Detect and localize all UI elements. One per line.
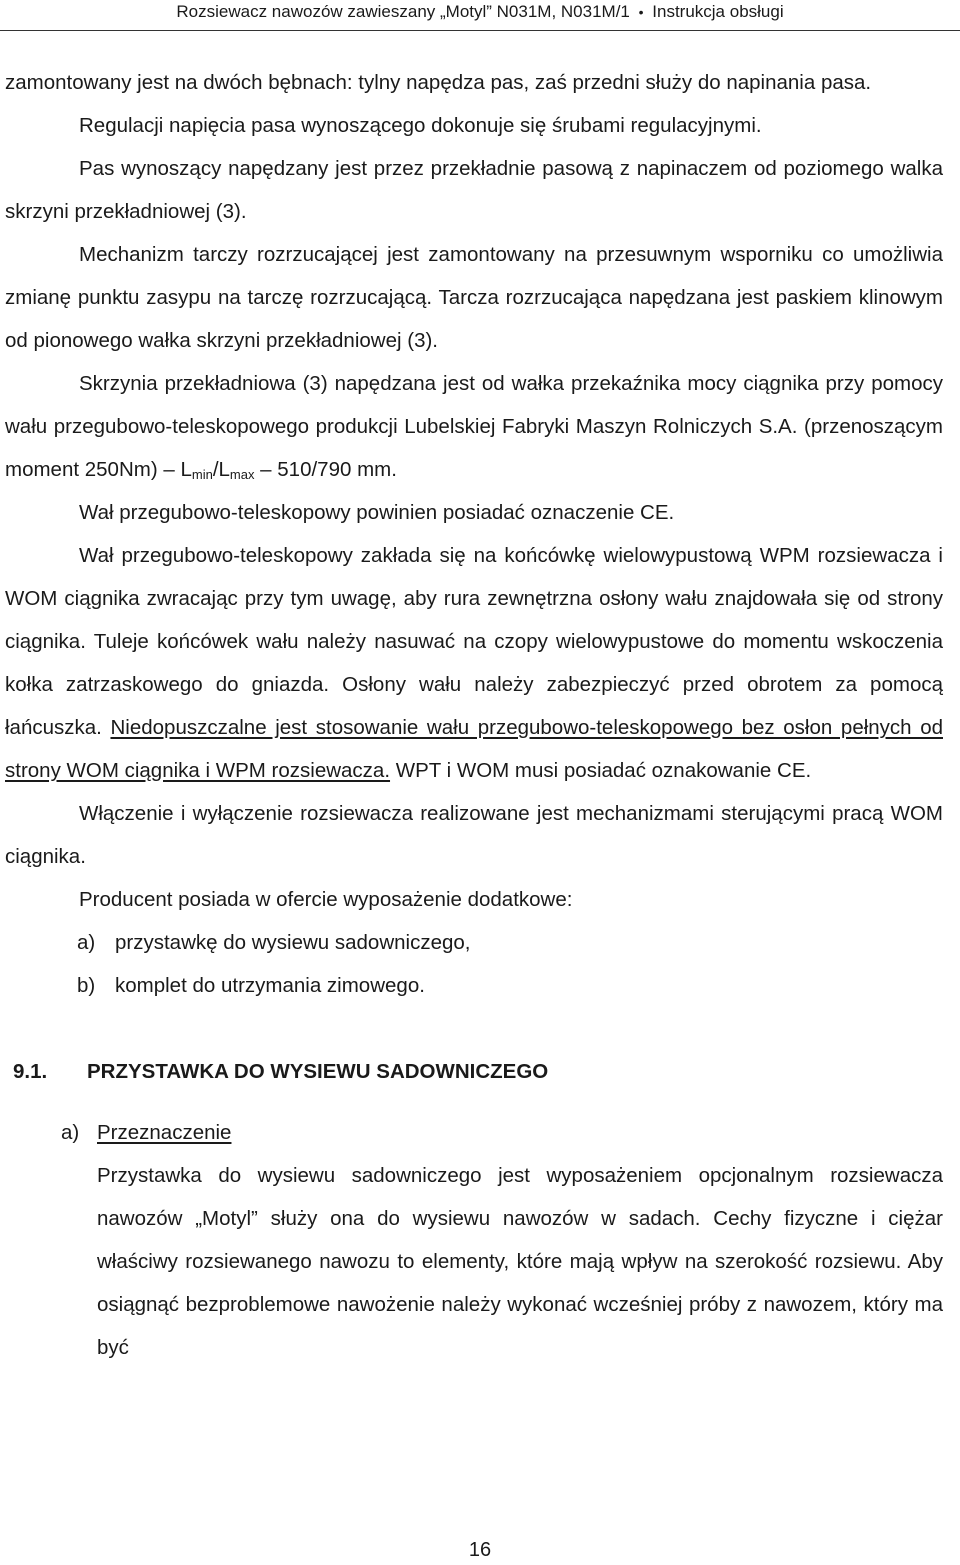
subscript-min: min bbox=[191, 467, 213, 482]
list-item-text: przystawkę do wysiewu sadowniczego, bbox=[115, 931, 471, 954]
paragraph-extra-equipment: Producent posiada w ofercie wyposażenie dodatkowe: bbox=[79, 888, 573, 911]
paragraph-gearbox bbox=[5, 362, 943, 491]
page-number: 16 bbox=[468, 1539, 492, 1561]
header-title: Rozsiewacz nawozów zawieszany „Motyl” N031M, N031M/1 bbox=[176, 2, 630, 21]
document-body bbox=[5, 61, 943, 1369]
subsection-title: Przeznaczenie bbox=[97, 1121, 232, 1144]
list-item-label: b) bbox=[77, 974, 96, 997]
paragraph-shaft-mounting bbox=[5, 534, 943, 792]
paragraph-ce-marking: Wał przegubowo-teleskopowy powinien posiadać oznaczenie CE. bbox=[79, 501, 675, 524]
subsection-heading bbox=[5, 1111, 943, 1154]
gearbox-text-end: – 510/790 mm. bbox=[254, 458, 397, 481]
section-heading bbox=[13, 1050, 943, 1093]
header-subtitle: Instrukcja obsługi bbox=[652, 2, 784, 21]
shaft-text-end: WPT i WOM musi posiadać oznakowanie CE. bbox=[390, 759, 812, 782]
list-item-text: komplet do utrzymania zimowego. bbox=[115, 974, 425, 997]
paragraph-purpose: Przystawka do wysiewu sadowniczego jest wyposażeniem opcjonalnym rozsiewacza nawozów „Motyl” służy ona do wysiewu nawozów w sadach. Cechy fizyczne i ciężar właściwy rozsiewanego nawozu to elementy, które mają wpływ na szerokość rozsiewu. Aby osiągnąć bezproblemowe nawożenie należy wykonać wcześniej próby z nawozem, który ma być bbox=[97, 1164, 943, 1359]
subscript-max: max bbox=[229, 467, 255, 482]
paragraph-belt-tension: Regulacji napięcia pasa wynoszącego dokonuje się śrubami regulacyjnymi. bbox=[79, 114, 762, 137]
list-item-label: a) bbox=[77, 931, 96, 954]
header-bullet: • bbox=[638, 4, 644, 20]
paragraph-spreading-disc: Mechanizm tarczy rozrzucającej jest zamontowany na przesuwnym wsporniku co umożliwia zmianę punktu zasypu na tarczę rozrzucającą. Tarcza rozrzucająca napędzana jest paskiem klinowym od pionowego wałka skrzyni przekładniowej (3). bbox=[5, 243, 943, 352]
gearbox-text: Skrzynia przekładniowa (3) napędzana jest od wałka przekaźnika mocy ciągnika przy pomocy wału przegubowo-teleskopowego produkcji Lubelskiej Fabryki Maszyn Rolniczych S.A. (przenoszącym moment 250Nm) – L bbox=[5, 372, 943, 481]
section-title: PRZYSTAWKA DO WYSIEWU SADOWNICZEGO bbox=[87, 1060, 549, 1083]
paragraph-switching: Włączenie i wyłączenie rozsiewacza realizowane jest mechanizmami sterującymi pracą WOM ciągnika. bbox=[5, 802, 943, 868]
page-header bbox=[0, 0, 960, 31]
shaft-warning-underlined: Niedopuszczalne jest stosowanie wału przegubowo-teleskopowego bez osłon pełnych od strony WOM ciągnika i WPM rozsiewacza. bbox=[5, 716, 943, 782]
list-item bbox=[77, 921, 943, 964]
shaft-text: Wał przegubowo-teleskopowy zakłada się na końcówkę wielowypustową WPM rozsiewacza i WOM ciągnika zwracając przy tym uwagę, aby rura zewnętrzna osłony wału znajdowała się od strony ciągnika. Tuleje końcówek wału należy nasuwać na czopy wielowypustowe do momentu wskoczenia kołka zatrzaskowego do gniazda. Osłony wału należy zabezpieczyć przed obrotem za pomocą łańcuszka. bbox=[5, 544, 943, 739]
paragraph-belt-drums: zamontowany jest na dwóch bębnach: tylny napędza pas, zaś przedni służy do napinania pasa. bbox=[5, 71, 872, 94]
gearbox-text-mid: /L bbox=[212, 458, 230, 481]
section-number: 9.1. bbox=[13, 1060, 48, 1083]
equipment-list bbox=[5, 921, 943, 1007]
subsection-label: a) bbox=[61, 1121, 80, 1144]
paragraph-belt-drive: Pas wynoszący napędzany jest przez przekładnie pasową z napinaczem od poziomego walka skrzyni przekładniowej (3). bbox=[5, 157, 943, 223]
list-item bbox=[77, 964, 943, 1007]
